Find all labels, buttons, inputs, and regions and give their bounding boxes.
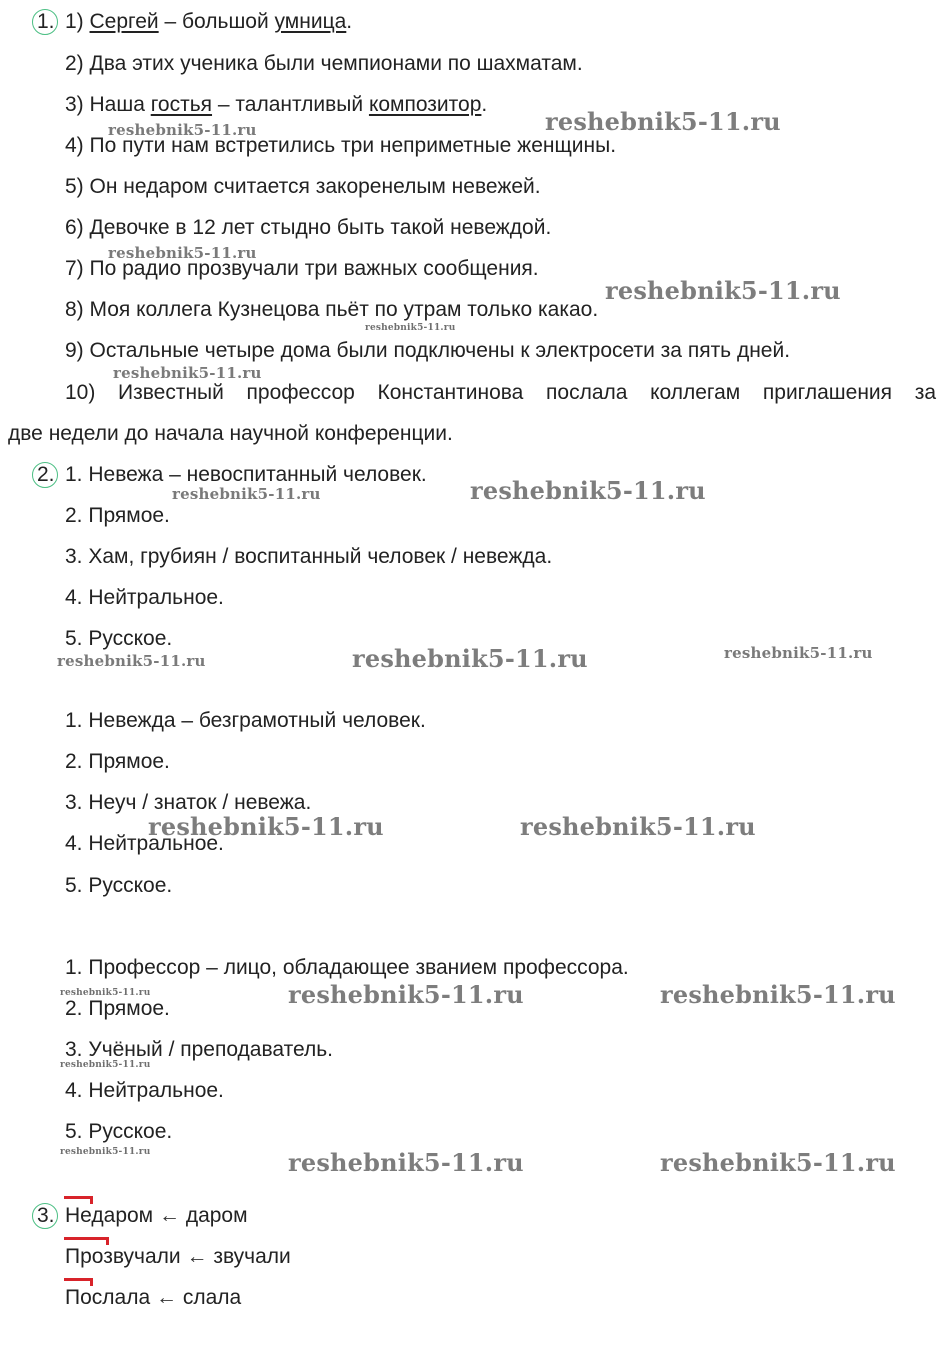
left-arrow-icon: ←: [186, 1245, 208, 1268]
ex2-c-item-2: 2. Прямое.: [65, 997, 170, 1020]
ex1-sentence-2: 2) Два этих ученика были чемпионами по шахматам.: [65, 52, 583, 75]
watermark: reshebnik5-11.ru: [660, 1148, 896, 1177]
prefix-mark-icon: [64, 1237, 109, 1245]
subject-word: гостья: [150, 93, 213, 116]
watermark: reshebnik5-11.ru: [113, 364, 262, 382]
ex2-b-item-5: 5. Русское.: [65, 874, 173, 897]
watermark: reshebnik5-11.ru: [57, 652, 206, 670]
watermark: reshebnik5-11.ru: [660, 980, 896, 1009]
watermark: reshebnik5-11.ru: [60, 1060, 151, 1070]
ex1-sentence-10-continuation: две недели до начала научной конференции.: [8, 422, 453, 445]
prefix-mark-icon: [64, 1196, 93, 1204]
ex1-sentence-8: 8) Моя коллега Кузнецова пьёт по утрам только какао.: [65, 298, 599, 321]
ex2-c-item-3: 3. Учёный / преподаватель.: [65, 1038, 334, 1061]
ex3-word-3: Послала ← слала: [65, 1286, 242, 1309]
ex2-b-item-3: 3. Неуч / знаток / невежа.: [65, 791, 312, 814]
ex2-a-item-4: 4. Нейтральное.: [65, 586, 224, 609]
ex1-sentence-6: 6) Девочке в 12 лет стыдно быть такой невеждой.: [65, 216, 552, 239]
ex2-b-item-4: 4. Нейтральное.: [65, 832, 224, 855]
ex2-b-item-1: 1. Невежда – безграмотный человек.: [65, 709, 426, 732]
exercise-1-number: 1.: [37, 10, 55, 33]
exercise-3-number: 3.: [37, 1204, 55, 1227]
ex2-b-item-2: 2. Прямое.: [65, 750, 170, 773]
watermark: reshebnik5-11.ru: [108, 121, 257, 139]
ex1-sentence-4: 4) По пути нам встретились три неприметные женщины.: [65, 134, 617, 157]
watermark: reshebnik5-11.ru: [470, 476, 706, 505]
watermark: reshebnik5-11.ru: [352, 644, 588, 673]
subject-word: Сергей: [89, 10, 159, 33]
ex2-c-item-1: 1. Профессор – лицо, обладающее званием профессора.: [65, 956, 629, 979]
predicate-word: умница: [274, 10, 347, 33]
ex1-sentence-3: 3) Наша гостья – талантливый композитор.: [65, 93, 488, 116]
ex1-sentence-9: 9) Остальные четыре дома были подключены к электросети за пять дней.: [65, 339, 791, 362]
ex2-a-item-3: 3. Хам, грубиян / воспитанный человек / невежда.: [65, 545, 553, 568]
watermark: reshebnik5-11.ru: [605, 276, 841, 305]
prefix-mark-icon: [64, 1278, 93, 1286]
ex2-a-item-1: 1. Невежа – невоспитанный человек.: [65, 463, 427, 486]
watermark: reshebnik5-11.ru: [60, 1147, 151, 1157]
ex2-a-item-5: 5. Русское.: [65, 627, 173, 650]
ex3-word-1: Недаром ← даром: [65, 1204, 248, 1227]
exercise-2-number: 2.: [37, 463, 55, 486]
watermark: reshebnik5-11.ru: [520, 812, 756, 841]
ex3-word-2: Прозвучали ← звучали: [65, 1245, 291, 1268]
ex1-sentence-5: 5) Он недаром считается закоренелым невежей.: [65, 175, 541, 198]
ex2-c-item-5: 5. Русское.: [65, 1120, 173, 1143]
predicate-word: композитор: [368, 93, 482, 116]
ex2-a-item-2: 2. Прямое.: [65, 504, 170, 527]
ex2-c-item-4: 4. Нейтральное.: [65, 1079, 224, 1102]
watermark: reshebnik5-11.ru: [365, 323, 456, 333]
watermark: reshebnik5-11.ru: [724, 644, 873, 662]
ex1-sentence-7: 7) По радио прозвучали три важных сообщения.: [65, 257, 539, 280]
ex1-sentence-10: 10) Известный профессор Константинова послала коллегам приглашения за: [65, 381, 936, 404]
watermark: reshebnik5-11.ru: [172, 485, 321, 503]
watermark: reshebnik5-11.ru: [60, 988, 151, 998]
watermark: reshebnik5-11.ru: [288, 1148, 524, 1177]
left-arrow-icon: ←: [158, 1204, 180, 1227]
watermark: reshebnik5-11.ru: [545, 107, 781, 136]
left-arrow-icon: ←: [155, 1286, 177, 1309]
ex1-sentence-1: 1) Сергей – большой умница.: [65, 10, 353, 33]
watermark: reshebnik5-11.ru: [148, 812, 384, 841]
watermark: reshebnik5-11.ru: [108, 244, 257, 262]
watermark: reshebnik5-11.ru: [288, 980, 524, 1009]
